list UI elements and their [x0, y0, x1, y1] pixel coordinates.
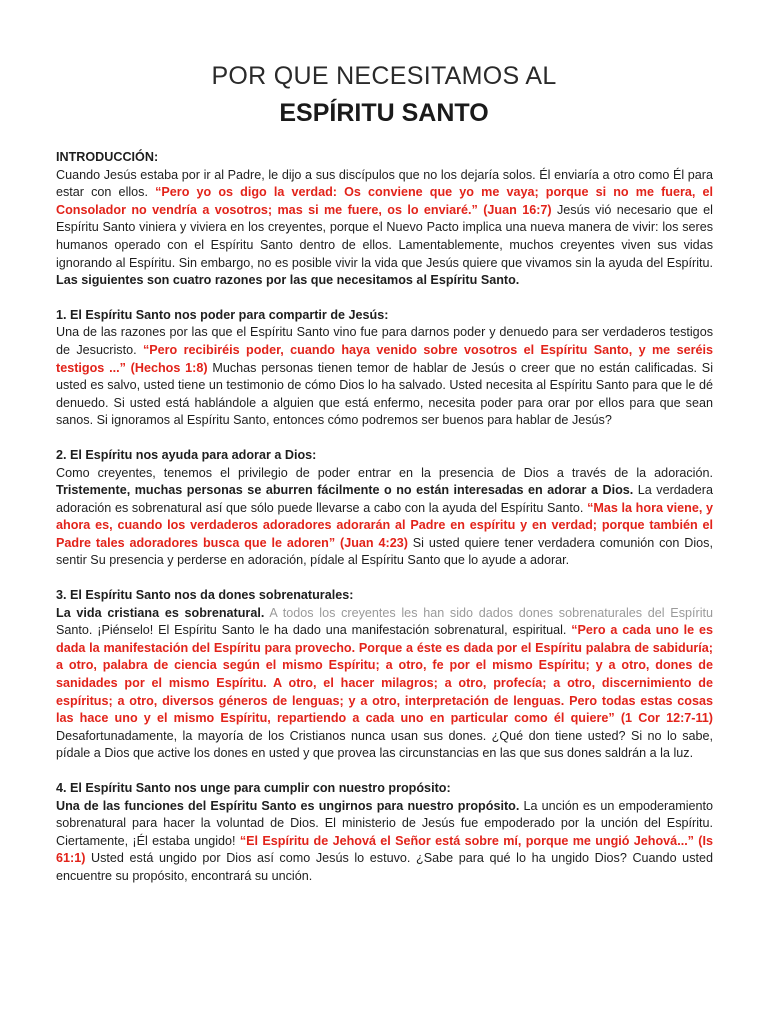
section-2-quote: “Mas la hora viene, y ahora es, cuando los verdaderos adoradores adorarán al Padre en espíritu y en verdad; porque también el Padre tales adoradores busca que le adoren” (Juan 4:23)	[56, 500, 713, 550]
section-4-text-2: Usted está ungido por Dios así como Jesús lo estuvo. ¿Sabe para qué lo ha ungido Dios? Cuando usted encuentre su propósito, encontrará su unción.	[56, 851, 713, 883]
section-1-quote: “Pero recibiréis poder, cuando haya venido sobre vosotros el Espíritu Santo, y me seréis testigos ...” (Hechos 1:8)	[56, 342, 713, 375]
section-3-bold: La vida cristiana es sobrenatural.	[56, 605, 265, 620]
section-3-faint-text: A todos los creyentes les han sido dados dones sobrenaturales del Espíritu	[264, 605, 714, 620]
section-2-bold: Tristemente, muchas personas se aburren fácilmente o no están interesadas en adorar a Dios.	[56, 483, 634, 498]
intro-paragraph	[56, 149, 713, 290]
section-3	[56, 587, 713, 763]
title-line-2: ESPÍRITU SANTO	[279, 99, 489, 127]
section-2-text-2: La verdadera adoración es sobrenatural así que sólo puede llevarse a cabo con la ayuda del Espíritu Santo.	[56, 483, 714, 515]
section-4-text-1: La unción es un empoderamiento sobrenatural para hacer la voluntad de Dios. El ministerio de Jesús fue empoderado por la unción del Espíritu. Ciertamente, ¡Él estaba ungido!	[56, 798, 713, 848]
intro-quote: “Pero yo os digo la verdad: Os conviene que yo me vaya; porque si no me fuera, el Consolador no vendría a vosotros; mas si me fuere, os lo enviaré.” (Juan 16:7)	[56, 185, 713, 217]
title-line-1: POR QUE NECESITAMOS AL	[211, 62, 557, 90]
document-body	[56, 149, 713, 886]
section-2-text-1: Como creyentes, tenemos el privilegio de poder entrar en la presencia de Dios a través de la adoración.	[56, 465, 713, 480]
section-4-bold: Una de las funciones del Espíritu Santo es ungirnos para nuestro propósito.	[56, 798, 520, 813]
section-3-text-1: Santo. ¡Piénselo! El Espíritu Santo le ha dado una manifestación sobrenatural, espiritual.	[56, 623, 572, 638]
section-1-heading: 1. El Espíritu Santo nos poder para compartir de Jesús:	[56, 307, 389, 322]
intro-bold: Las siguientes son cuatro razones por las que necesitamos al Espíritu Santo.	[56, 273, 520, 288]
section-4	[56, 780, 713, 886]
section-3-text-2: Desafortunadamente, la mayoría de los Cristianos nunca usan sus dones. ¿Qué don tiene usted? Si no lo sabe, pídale a Dios que active los dones en usted y que provea las circunstancias en las que sus dones saldrán a la luz.	[56, 728, 713, 761]
section-2-text-3: Si usted quiere tener verdadera comunión con Dios, sentir Su presencia y perderse en adoración, pídale al Espíritu Santo que lo ayude a adorar.	[56, 535, 713, 568]
intro-text-2: Jesús vió necesario que el Espíritu Santo viniera y viviera en los creyentes, porque el Nuevo Pacto implica una nueva manera de vivir: los seres humanos operado con el Espíritu Santo dentro de ellos. Lamentablemente, muchos creyentes viven sus vidas ignorando al Espíritu. Sin embargo, no es posible vivir la vida que Jesús quiere que vivamos sin la ayuda del Espíritu.	[56, 202, 713, 270]
section-3-heading: 3. El Espíritu Santo nos da dones sobrenaturales:	[56, 588, 354, 603]
intro-heading: INTRODUCCIÓN:	[56, 150, 159, 164]
section-4-heading: 4. El Espíritu Santo nos unge para cumplir con nuestro propósito:	[56, 781, 451, 795]
section-2	[56, 447, 713, 570]
section-1	[56, 307, 713, 430]
section-4-quote: “El Espíritu de Jehová el Señor está sobre mí, porque me ungió Jehová...” (Is 61:1)	[56, 833, 713, 866]
section-2-heading: 2. El Espíritu nos ayuda para adorar a Dios:	[56, 447, 317, 462]
section-3-quote: “Pero a cada uno le es dada la manifestación del Espíritu para provecho. Porque a éste es dada por el Espíritu palabra de sabiduría; a otro, palabra de ciencia según el mismo Espíritu; a otro, fe por el mismo Espíritu; y a otro, dones de sanidades por el mismo Espíritu. A otro, el hacer milagros; a otro, profecía; a otro, discernimiento de espíritus; a otro, diversos géneros de lenguas; y a otro, interpretación de lenguas. Pero todas estas cosas las hace uno y el mismo Espíritu, repartiendo a cada uno en particular como él quiere” (1 Cor 12:7-11)	[56, 623, 713, 726]
intro-text-1: Cuando Jesús estaba por ir al Padre, le dijo a sus discípulos que no los dejaría solos. Él enviaría a otro como Él para estar con ellos.	[56, 167, 713, 200]
section-1-text-2: Muchas personas tienen temor de hablar de Jesús o creer que no están calificadas. Si usted es salvo, usted tiene un testimonio de cómo Dios lo ha salvado. Usted necesita al Espíritu Santo para que le dé denuedo. Si usted está hablándole a alguien que está enfermo, necesita poder para orar por ellos para que sean sanos. Si ignoramos al Espíritu Santo, entonces cómo podremos ser buenos para hablar de Jesús?	[56, 360, 713, 428]
section-1-text-1: Una de las razones por las que el Espíritu Santo vino fue para darnos poder y denuedo para ser verdaderos testigos de Jesucristo.	[56, 325, 713, 357]
